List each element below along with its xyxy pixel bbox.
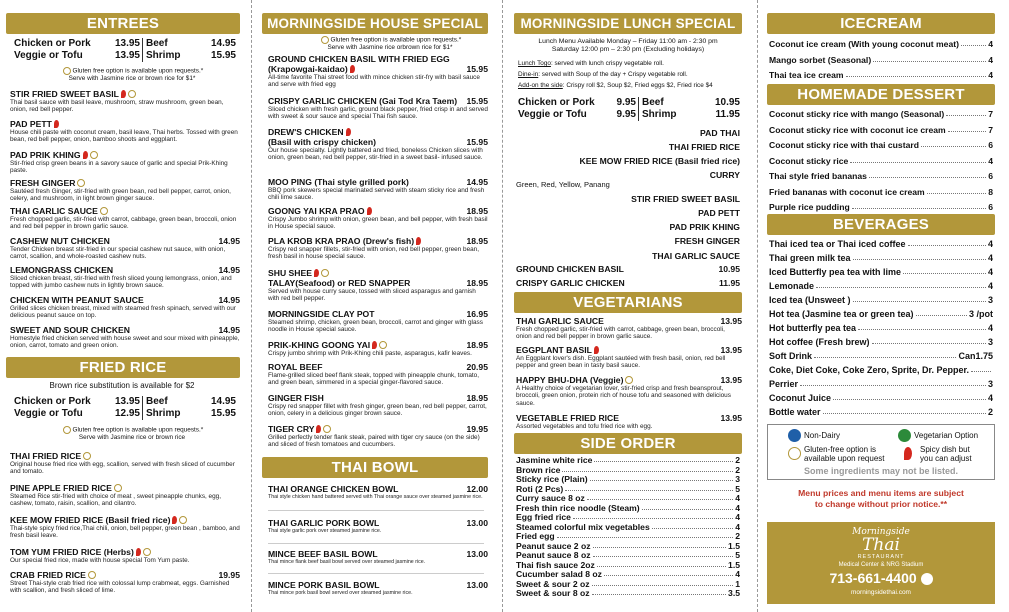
beverage-item-price: 2 bbox=[987, 407, 993, 417]
beverage-item bbox=[769, 379, 993, 389]
beverage-item bbox=[769, 267, 993, 277]
dish-stir-fried-sweet-basil: STIR FRIED SWEET BASIL Thai basil sauce with basil leave, mushroom, straw mushroom, green bean, onion, red bell pepper. bbox=[10, 89, 224, 114]
bowl-mince-beef-basil: MINCE BEEF BASIL BOWL 13.00 Thai mince flank beef basil bowl served over steamed jasmine rice. bbox=[268, 549, 488, 565]
side-order-item bbox=[516, 484, 740, 494]
chili-icon bbox=[416, 237, 421, 245]
chili-icon bbox=[121, 90, 126, 98]
house-special-header: MORNINGSIDE HOUSE SPECIAL bbox=[262, 13, 488, 34]
dish-drews-chicken: DREW'S CHICKEN (Basil with crispy chicken) 15.95 Our house specialty. Lightly battered and fried, boneless Chicken slices with onion, green bean, red bell pepper, stir-fried in a sweet basil- infused sauce. bbox=[268, 127, 488, 162]
veg-vegetable-fried-rice: VEGETABLE FRIED RICE 13.95 Assorted vegetables and tofu fried rice with egg. bbox=[516, 413, 742, 430]
lunch-item: CRISPY GARLIC CHICKEN 11.95 bbox=[516, 278, 740, 288]
chili-icon bbox=[314, 269, 319, 277]
bowl-orange-chicken: THAI ORANGE CHICKEN BOWL 12.00 Thai style chicken hand battered served with Thai orange sauce over steamed jasmine rice. bbox=[268, 484, 488, 500]
gluten-free-icon bbox=[143, 548, 151, 556]
lunch-header: MORNINGSIDE LUNCH SPECIAL bbox=[514, 13, 742, 34]
entrees-gf-note: Gluten free option is available upon requests.* Serve with Jasmine rice or brown rice for $1* bbox=[24, 67, 240, 83]
dessert-item-name: Coconut sticky rice with coconut ice cream bbox=[769, 124, 946, 135]
logo-line3: RESTAURANT bbox=[857, 554, 905, 560]
side-order-item-price: 3 bbox=[735, 474, 740, 484]
beverage-item bbox=[769, 407, 993, 417]
beverage-item-name: Hot coffee (Fresh brew) bbox=[769, 337, 870, 347]
ingredients-note: Some ingredients may not be listed. bbox=[803, 466, 959, 476]
beverage-item-name: Iced tea (Unsweet ) bbox=[769, 295, 851, 305]
side-order-item bbox=[516, 569, 740, 579]
curry-options: Green, Red, Yellow, Panang bbox=[516, 180, 610, 189]
lunch-item: PAD THAI bbox=[700, 128, 740, 138]
lunch-item: KEE MOW FRIED RICE (Basil fried rice) bbox=[579, 156, 740, 166]
dish-ginger-fish: GINGER FISH 18.95 Crispy red snapper fillet with fresh ginger, green bean, red bell pepper, carrot, onion, celery in a delicious ginger brown sauce. bbox=[268, 393, 488, 418]
side-order-item bbox=[516, 512, 740, 522]
gluten-free-icon bbox=[379, 341, 387, 349]
dish-prik-khing-goong-yai: PRIK-KHING GOONG YAI 18.95 Crispy jumbo shrimp with Prik-Khing chili paste, asparagus, kafir leaves. bbox=[268, 340, 488, 357]
fried-rice-header: FRIED RICE bbox=[6, 357, 240, 378]
dessert-item-price: 7 bbox=[988, 109, 993, 119]
dessert-item bbox=[769, 125, 993, 135]
gluten-free-icon bbox=[63, 426, 71, 434]
beverage-item-price: Can1.75 bbox=[958, 351, 993, 361]
lunch-item: THAI GARLIC SAUCE bbox=[652, 251, 740, 261]
dish-goong-yai-kra-prao: GOONG YAI KRA PRAO 18.95 Crispy Jumbo shrimp with onion, green bean, and bell pepper, with fresh basil in House special sauce. bbox=[268, 206, 488, 231]
dessert-item-price: 6 bbox=[988, 202, 993, 212]
side-order-item bbox=[516, 455, 740, 465]
side-order-item-name: Cucumber salad 8 oz bbox=[516, 569, 602, 579]
chili-icon bbox=[594, 346, 599, 354]
beverage-item-price: 4 bbox=[987, 267, 993, 277]
non-dairy-icon bbox=[788, 429, 801, 442]
beverage-item-name: Hot butterfly pea tea bbox=[769, 323, 857, 333]
side-order-item-price: 4 bbox=[735, 512, 740, 522]
fried-rice-pricing-left: Chicken or Pork 13.95 Veggie or Tofu 12.95 bbox=[14, 396, 140, 419]
entrees-pricing-left: Chicken or Pork 13.95 Veggie or Tofu 13.95 bbox=[14, 38, 140, 61]
beverage-item bbox=[769, 281, 993, 291]
beverage-item-name: Coconut Juice bbox=[769, 393, 832, 403]
dish-moo-ping: MOO PING (Thai style grilled pork) 14.95 BBQ pork skewers special marinated served with steam sticky rice and fresh chili lime sauce. bbox=[268, 177, 488, 202]
lunch-item: GROUND CHICKEN BASIL 10.95 bbox=[516, 264, 740, 274]
dessert-item-name: Coconut sticky rice with mango (Seasonal) bbox=[769, 109, 945, 119]
side-order-item bbox=[516, 503, 740, 513]
lunch-pricing-left: Chicken or Pork 9.95 Veggie or Tofu 9.95 bbox=[518, 97, 636, 120]
icecream-item-name: Mango sorbet (Seasonal) bbox=[769, 54, 872, 65]
beverage-item bbox=[769, 365, 993, 375]
gluten-free-icon bbox=[100, 207, 108, 215]
beverage-item-price: 3 /pot bbox=[969, 309, 993, 319]
beverage-item bbox=[769, 295, 993, 305]
dish-crab-fried-rice: CRAB FRIED RICE 19.95 Street Thai-style crab fried rice with colossal lump crabmeat, eggs. Garnished with scallion, and fresh sliced of lime. bbox=[10, 570, 240, 595]
side-order-item bbox=[516, 493, 740, 503]
veg-eggplant-basil: EGGPLANT BASIL 13.95 An Eggplant lover's dish. Eggplant sautéed with fresh basil, onion, red bell pepper and green bean in tasty basil sauce. bbox=[516, 345, 742, 370]
icecream-header: ICECREAM bbox=[767, 13, 995, 34]
phone-icon bbox=[921, 573, 933, 585]
chili-icon bbox=[54, 120, 59, 128]
house-special-gf-note: Gluten free option is available upon requests.* Serve with Jasmine rice orbrown rice for $1* bbox=[292, 36, 488, 52]
gluten-free-icon bbox=[114, 484, 122, 492]
side-order-item-name: Thai fish sauce 2oz bbox=[516, 559, 595, 570]
side-order-item-name: Egg fried rice bbox=[516, 512, 571, 522]
lunch-column bbox=[514, 0, 742, 612]
dessert-item-price: 6 bbox=[988, 171, 993, 181]
veg-thai-garlic-sauce: THAI GARLIC SAUCE 13.95 Fresh chopped garlic, stir-fried with carrot, cabbage, green bean, broccoli, onion and red bell pepper in brown garlic sauce. bbox=[516, 316, 742, 341]
dish-fresh-ginger: FRESH GINGER Sautéed fresh Ginger, stir-fried with green bean, red bell pepper, carrot, onion, celery, and mushroom, in light brown ginger sauce. bbox=[10, 178, 231, 203]
side-order-item bbox=[516, 465, 740, 475]
dish-tiger-cry: TIGER CRY 19.95 Grilled perfectly tender flank steak, paired with tiger cry sauce (on the side) and sliced of fresh tomatoes and cucumbers. bbox=[268, 424, 488, 449]
chili-icon bbox=[83, 151, 88, 159]
side-order-item-price: 3.5 bbox=[728, 588, 740, 598]
dish-cashew-nut-chicken: CASHEW NUT CHICKEN 14.95 Tender Chicken breast stir-fried in our special cashew nut sauce, with onion, carrot, scallion, and whole-roasted cashew nuts. bbox=[10, 236, 240, 261]
icecream-item-price: 4 bbox=[988, 54, 993, 65]
side-order-item-name: Jasmine white rice bbox=[516, 455, 593, 465]
side-order-item-price: 2 bbox=[735, 455, 740, 465]
disclaimer: Menu prices and menu items are subject to change without prior notice.** bbox=[798, 488, 964, 509]
chili-icon bbox=[372, 341, 377, 349]
restaurant-logo-block bbox=[767, 522, 995, 604]
side-order-item bbox=[516, 522, 740, 532]
dish-royal-beef: ROYAL BEEF 20.95 Flame-grilled sliced beef flank steak, topped with pineapple chunk, tomato, and green bean, simmered in a special ginger-flavored sauce. bbox=[268, 362, 488, 387]
beverages-header: BEVERAGES bbox=[767, 214, 995, 235]
dish-thai-fried-rice: THAI FRIED RICE Original house fried rice with egg, scallion, served with fresh sliced of cucumber and tomato. bbox=[10, 451, 235, 476]
brown-rice-note: Brown rice substitution is available for $2 bbox=[49, 381, 195, 390]
dessert-item-name: Coconut sticky rice bbox=[769, 155, 849, 166]
gluten-free-icon bbox=[128, 90, 136, 98]
phone-number[interactable]: 713-661-4400 bbox=[767, 570, 995, 586]
entrees-pricing-right: Beef 14.95 Shrimp 15.95 bbox=[146, 38, 236, 61]
side-order-item bbox=[516, 541, 740, 551]
icecream-item-name: Coconut ice cream (With young coconut meat) bbox=[769, 39, 959, 49]
side-order-item bbox=[516, 550, 740, 560]
side-order-item-price: 1 bbox=[735, 578, 740, 589]
dish-morningside-clay-pot: MORNINGSIDE CLAY POT 16.95 Steamed shrimp, chicken, green bean, broccoli, carrot and ginger with glass noodle in House special sauce. bbox=[268, 309, 488, 334]
dish-sweet-and-sour-chicken: SWEET AND SOUR CHICKEN 14.95 Homestyle fried chicken served with house sweet and sour mixed with pineapple, onion, carrot, tomato and green onion. bbox=[10, 325, 240, 350]
side-order-item-name: Fresh thin rice noodle (Steam) bbox=[516, 502, 640, 513]
gluten-free-icon bbox=[88, 571, 96, 579]
dish-crispy-garlic-chicken: CRISPY GARLIC CHICKEN (Gai Tod Kra Taem) 15.95 Sliced chicken with fresh garlic, ground black pepper, fried crisp in and served with sweet & sour sauce and special Thai fish sauce. bbox=[268, 96, 488, 121]
side-order-item-name: Curry sauce 8 oz bbox=[516, 493, 585, 503]
beverage-item bbox=[769, 239, 993, 249]
dish-thai-garlic-sauce: THAI GARLIC SAUCE Fresh chopped garlic, stir-fried with carrot, cabbage, green bean, broccoli, onion and red bell pepper in brown garlic sauce. bbox=[10, 206, 237, 231]
icecream-item bbox=[769, 70, 993, 80]
beverage-item-price: 3 bbox=[987, 295, 993, 305]
gluten-free-icon bbox=[77, 179, 85, 187]
beverage-item-price: 3 bbox=[987, 337, 993, 347]
side-order-item-price: 5 bbox=[735, 483, 740, 494]
side-order-item-name: Peanut sauce 2 oz bbox=[516, 540, 591, 551]
dessert-item bbox=[769, 109, 993, 119]
dish-ground-chicken-basil: GROUND CHICKEN BASIL WITH FRIED EGG (Krapowgai-kaidao) 15.95 All-time favorite Thai street food with mince chicken stir-fry with basil sauce and serve with fried egg bbox=[268, 54, 488, 89]
side-order-item bbox=[516, 560, 740, 570]
gluten-free-icon bbox=[63, 67, 71, 75]
beverage-item-name: Thai green milk tea bbox=[769, 253, 851, 263]
side-order-item-price: 2 bbox=[735, 464, 740, 475]
beverage-item-price: 4 bbox=[987, 393, 993, 403]
icecream-item-price: 4 bbox=[988, 39, 993, 49]
side-order-item-price: 5 bbox=[735, 550, 740, 560]
fried-rice-pricing-right: Beef 14.95 Shrimp 15.95 bbox=[146, 396, 236, 419]
dessert-item bbox=[769, 171, 993, 181]
bowl-garlic-pork: THAI GARLIC PORK BOWL 13.00 Thai style garlic pork over steamed jasmine rice. bbox=[268, 518, 488, 534]
dish-pad-prik-khing: PAD PRIK KHING Stir-fried crisp green beans in a savory sauce of garlic and special Prik-Khing paste. bbox=[10, 150, 228, 175]
gluten-free-icon bbox=[83, 452, 91, 460]
dessert-item-price: 7 bbox=[988, 124, 993, 135]
gluten-free-icon bbox=[625, 376, 633, 384]
gluten-free-icon bbox=[321, 269, 329, 277]
non-dairy-label: Non-Dairy bbox=[804, 431, 841, 440]
dessert-item bbox=[769, 187, 993, 197]
vegetarian-icon bbox=[898, 429, 911, 442]
lunch-item: FRESH GINGER bbox=[674, 236, 740, 246]
side-order-item-name: Sweet & sour 2 oz bbox=[516, 578, 590, 589]
logo-line2: Thai bbox=[862, 535, 900, 555]
dessert-item-name: Coconut sticky rice with thai custard bbox=[769, 140, 919, 150]
website[interactable]: morningsidethai.com bbox=[851, 589, 911, 596]
dish-pad-pett: PAD PETT House chili paste with coconut cream, basil leave, Thai herbs. Tossed with green bean, red bell pepper, onion, bamboo shoots and eggplant. bbox=[10, 119, 238, 144]
side-order-item bbox=[516, 588, 740, 598]
side-order-item-name: Roti (2 Pcs) bbox=[516, 483, 564, 494]
icecream-item bbox=[769, 39, 993, 49]
side-order-item-price: 4 bbox=[735, 502, 740, 513]
vegetarian-label: Vegetarian Option bbox=[914, 431, 979, 440]
lunch-pricing-right: Beef 10.95 Shrimp 11.95 bbox=[642, 97, 740, 120]
dessert-item-name: Thai style fried bananas bbox=[769, 171, 867, 181]
dish-kee-mow-fried-rice: KEE MOW FRIED RICE (Basil fried rice) Thai-style spicy fried rice,Thai chili, onion, bell pepper, green bean , bamboo, and fresh basil leave. bbox=[10, 515, 240, 540]
side-order-item bbox=[516, 474, 740, 484]
lunch-item: THAI FRIED RICE bbox=[668, 142, 740, 152]
fried-rice-gf-note: Gluten free option is available upon requests.* Serve with Jasmine rice or brown rice bbox=[24, 426, 240, 442]
chili-icon bbox=[367, 207, 372, 215]
side-order-item-price: 4 bbox=[735, 569, 740, 579]
side-order-item bbox=[516, 531, 740, 541]
beverage-item-name: Lemonade bbox=[769, 281, 815, 291]
beverage-item bbox=[769, 323, 993, 333]
beverage-item-name: Coke, Diet Coke, Coke Zero, Sprite, Dr. Pepper. bbox=[769, 365, 970, 375]
dessert-item-name: Purple rice pudding bbox=[769, 202, 850, 212]
side-order-item-price: 4 bbox=[735, 493, 740, 503]
vegetarians-header: VEGETARIANS bbox=[514, 292, 742, 313]
thai-bowl-header: THAI BOWL bbox=[262, 457, 488, 478]
side-order-item-price: 1.5 bbox=[728, 540, 740, 551]
chili-icon bbox=[136, 548, 141, 556]
side-order-item-name: Steamed colorful mix vegetables bbox=[516, 521, 650, 532]
entrees-header: ENTREES bbox=[6, 13, 240, 34]
house-special-column bbox=[262, 0, 488, 612]
beverage-item bbox=[769, 351, 993, 361]
dish-pla-krob-kra-prao: PLA KROB KRA PRAO (Drew's fish) 18.95 Crispy red snapper fillets, stir-fried with onion, red bell pepper, green bean, fresh basil in house special sauce. bbox=[268, 236, 488, 261]
side-order-item-price: 2 bbox=[735, 531, 740, 541]
side-order-item-name: Sweet & sour 8 oz bbox=[516, 588, 590, 598]
beverage-item-price: 3 bbox=[987, 379, 993, 389]
lunch-options: Lunch Togo: served with lunch crispy vegetable roll. Dine-in: served with Soup of the day + Crispy vegetable roll. Add-on the side: Crispy roll $2, Soup $2, Fried eggs $2, Fried rice $4 bbox=[518, 60, 713, 89]
gluten-free-icon bbox=[321, 36, 329, 44]
beverage-item-name: Thai iced tea or Thai iced coffee bbox=[769, 239, 906, 249]
dish-chicken-peanut-sauce: CHICKEN WITH PEANUT SAUCE 14.95 Grilled slices chicken breast, mixed with steamed fresh spinach, served with our delicious peanut sauce on top. bbox=[10, 295, 240, 320]
side-order-item bbox=[516, 579, 740, 589]
veg-happy-bhu-dha: HAPPY BHU-DHA (Veggie) 13.95 A Healthy choice of vegetarian lover, stir-fried crisp and fresh beansprout, broccoli, green onion, protein rich of house tofu and seasoned with delicious sauce. bbox=[516, 375, 742, 407]
side-order-item-name: Sticky rice (Plain) bbox=[516, 474, 588, 484]
side-order-item-price: 1.5 bbox=[728, 559, 740, 570]
beverage-item bbox=[769, 309, 993, 319]
icecream-item-price: 4 bbox=[988, 70, 993, 80]
chili-icon bbox=[350, 65, 355, 73]
beverage-item-name: Soft Drink bbox=[769, 351, 813, 361]
beverage-item bbox=[769, 393, 993, 403]
side-order-item-name: Fried egg bbox=[516, 531, 555, 541]
chili-icon bbox=[346, 128, 351, 136]
beverage-item-name: Hot tea (Jasmine tea or green tea) bbox=[769, 309, 914, 319]
side-order-item-name: Peanut sauce 8 oz bbox=[516, 550, 591, 560]
dessert-item bbox=[769, 202, 993, 212]
beverage-item-price: 4 bbox=[987, 239, 993, 249]
side-order-header: SIDE ORDER bbox=[514, 433, 742, 454]
lunch-item: PAD PETT bbox=[698, 208, 740, 218]
side-order-item-name: Brown rice bbox=[516, 464, 561, 475]
lunch-item: STIR FRIED SWEET BASIL bbox=[631, 194, 740, 204]
beverage-item-price: 4 bbox=[987, 281, 993, 291]
gluten-free-icon bbox=[179, 516, 187, 524]
gluten-free-icon bbox=[90, 151, 98, 159]
beverage-item bbox=[769, 253, 993, 263]
dish-pineapple-fried-rice: PINE APPLE FRIED RICE Steamed Rice stir-fried with choice of meat , sweet pineapple chunks, egg, cashew, tomato, raisin, scallion, and cilantro. bbox=[10, 483, 221, 508]
gluten-free-legend: Gluten-free option is available upon request bbox=[804, 445, 885, 463]
legend-box bbox=[767, 424, 995, 480]
icecream-item bbox=[769, 55, 993, 65]
entrees-column bbox=[4, 0, 240, 612]
logo-line1: Morningside bbox=[852, 527, 910, 537]
chili-icon bbox=[172, 516, 177, 524]
dish-lemongrass-chicken: LEMONGRASS CHICKEN 14.95 Sliced chicken breast, stir-fried with fresh sliced young lemongrass, onion, and topped with jumbo cashew nuts in lightly brown sauce. bbox=[10, 265, 240, 290]
beverage-item-price: 4 bbox=[987, 253, 993, 263]
lunch-item: PAD PRIK KHING bbox=[669, 222, 740, 232]
dessert-item-name: Fried bananas with coconut ice cream bbox=[769, 186, 925, 197]
dessert-item-price: 8 bbox=[988, 186, 993, 197]
lunch-hours: Lunch Menu Available Monday – Friday 11:00 am - 2:30 pm Saturday 12:00 pm – 2:30 pm (Excluding holidays) bbox=[538, 38, 718, 53]
gluten-free-icon bbox=[323, 425, 331, 433]
chili-icon bbox=[904, 447, 912, 460]
bowl-mince-pork-basil: MINCE PORK BASIL BOWL 13.00 Thai mince pork basil bowl served over steamed jasmine rice. bbox=[268, 580, 488, 596]
dessert-item bbox=[769, 156, 993, 166]
dessert-column bbox=[767, 0, 995, 612]
beverage-item-name: Bottle water bbox=[769, 407, 821, 417]
beverage-item-name: Perrier bbox=[769, 379, 799, 389]
lunch-item: CURRY bbox=[709, 170, 740, 180]
beverage-item bbox=[769, 337, 993, 347]
dessert-header: HOMEMADE DESSERT bbox=[767, 84, 995, 105]
icecream-item-name: Thai tea ice cream bbox=[769, 70, 844, 80]
gluten-free-icon bbox=[788, 447, 801, 460]
side-order-item-price: 4 bbox=[735, 521, 740, 532]
dessert-item bbox=[769, 140, 993, 150]
beverage-item-price: 4 bbox=[987, 323, 993, 333]
chili-icon bbox=[316, 425, 321, 433]
logo-address: Medical Center & NRG Stadium bbox=[838, 562, 924, 568]
dessert-item-price: 6 bbox=[988, 140, 993, 150]
dish-tom-yum-fried-rice: TOM YUM FRIED RICE (Herbs) Our special fried rice, made with house special Tom Yum paste. bbox=[10, 547, 190, 564]
dessert-item-price: 4 bbox=[988, 155, 993, 166]
beverage-item-name: Iced Butterfly pea tea with lime bbox=[769, 267, 902, 277]
dish-shu-shee: SHU SHEE TALAY(Seafood) or RED SNAPPER 18.95 Served with house curry sauce, tossed with sliced asparagus and garnish with red bell pepper. bbox=[268, 268, 488, 303]
spicy-legend: Spicy dish but you can adjust bbox=[920, 445, 972, 463]
